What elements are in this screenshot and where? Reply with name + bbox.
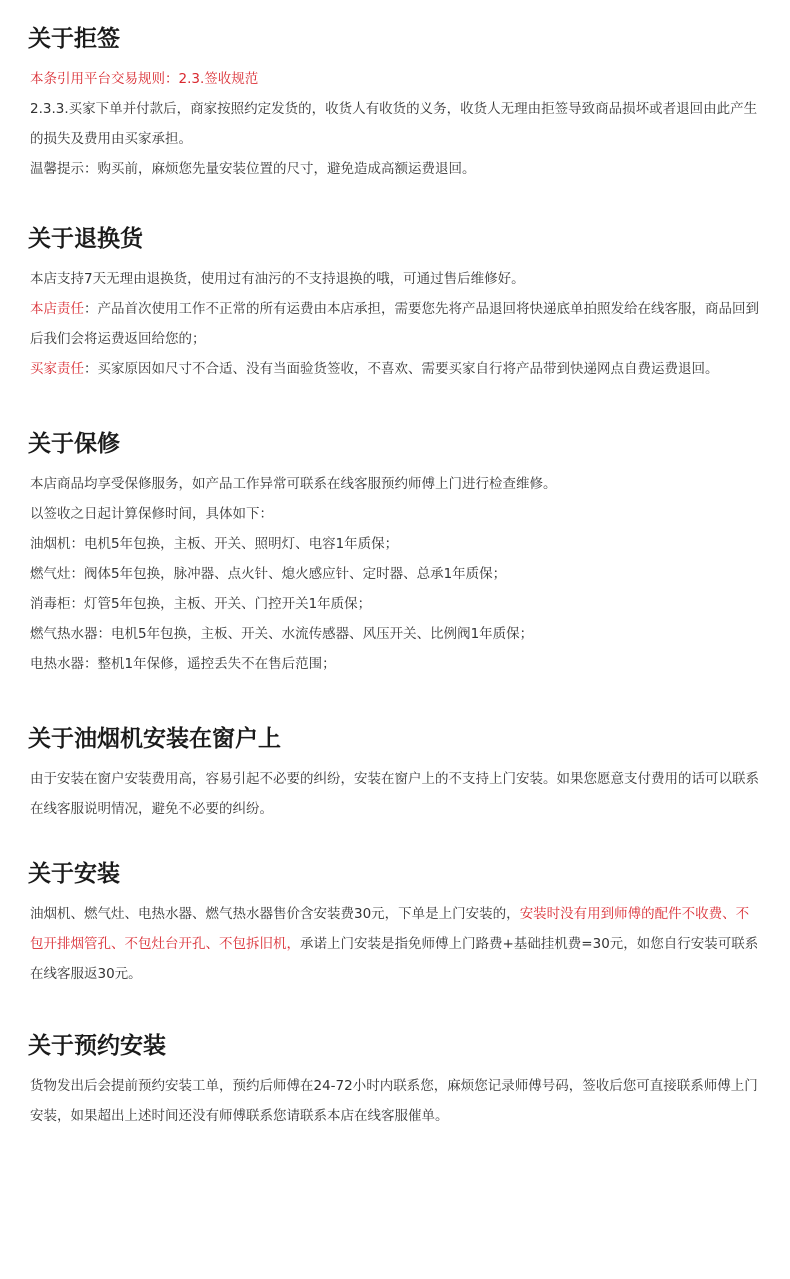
section-window-install: [30, 722, 760, 857]
section-title: 关于退换货: [28, 226, 143, 252]
warranty-intro: 本店商品均享受保修服务，如产品工作异常可联系在线客服预约师傅上门进行检查维修。: [30, 476, 557, 492]
section-appointment: [30, 1029, 760, 1169]
store-responsibility: [30, 294, 760, 354]
rule-text: 2.3.3.买家下单并付款后，商家按照约定发货的，收货人有收货的义务，收货人无理由拒签导致商品损坏或者退回由此产生的损失及费用由买家承担。: [30, 101, 758, 147]
installation-text: [30, 899, 760, 989]
tip-text: 温馨提示：购买前，麻烦您先量安装位置的尺寸，避免造成高额运费退回。: [30, 161, 476, 177]
warranty-start: 以签收之日起计算保修时间，具体如下：: [30, 506, 273, 522]
section-warranty: [30, 427, 760, 722]
installation-text-part1: 油烟机、燃气灶、电热水器、燃气热水器售价含安装费30元，下单是上门安装的，: [30, 906, 520, 922]
buyer-responsibility: [30, 354, 760, 384]
returns-policy: 本店支持7天无理由退换货，使用过有油污的不支持退换的哦，可通过售后维修好。: [30, 271, 525, 287]
section-rejection: [30, 22, 760, 222]
section-title: 关于保修: [28, 431, 120, 457]
window-install-text: 由于安装在窗户安装费用高，容易引起不必要的纠纷，安装在窗户上的不支持上门安装。如果您愿意支付费用的话可以联系在线客服说明情况，避免不必要的纠纷。: [30, 771, 759, 817]
buyer-responsibility-text: ：买家原因如尺寸不合适、没有当面验货签收，不喜欢、需要买家自行将产品带到快递网点自费运费退回。: [84, 361, 719, 377]
section-returns: [30, 222, 760, 427]
installation-text-part2: 承诺上门安装是指免师傅上门路费+基础挂机费=30元，如您自行安装可联系在线客服返30元。: [30, 936, 759, 982]
section-title: 关于安装: [28, 861, 120, 887]
warranty-item: 燃气热水器：电机5年包换，主板、开关、水流传感器、风压开关、比例阀1年质保；: [30, 626, 534, 642]
section-title: 关于油烟机安装在窗户上: [28, 726, 281, 752]
section-title: 关于拒签: [28, 26, 120, 52]
installation-text-highlight: 安装时没有用到师傅的配件不收费、不包开排烟管孔、不包灶台开孔、不包拆旧机，: [30, 906, 750, 952]
warranty-item: 油烟机：电机5年包换，主板、开关、照明灯、电容1年质保；: [30, 536, 399, 552]
buyer-responsibility-label: 买家责任: [30, 361, 84, 377]
section-installation: [30, 857, 760, 1029]
warranty-item: 消毒柜：灯管5年包换，主板、开关、门控开关1年质保；: [30, 596, 372, 612]
store-responsibility-text: ：产品首次使用工作不正常的所有运费由本店承担，需要您先将产品退回将快递底单拍照发给在线客服，商品回到后我们会将运费返回给您的；: [30, 301, 759, 347]
rule-reference: 本条引用平台交易规则：2.3.签收规范: [30, 71, 259, 87]
store-responsibility-label: 本店责任: [30, 301, 84, 317]
warranty-item: 电热水器：整机1年保修，遥控丢失不在售后范围；: [30, 656, 336, 672]
section-title: 关于预约安装: [28, 1033, 166, 1059]
warranty-item: 燃气灶：阀体5年包换，脉冲器、点火针、熄火感应针、定时器、总承1年质保；: [30, 566, 507, 582]
appointment-text: 货物发出后会提前预约安装工单，预约后师傅在24-72小时内联系您，麻烦您记录师傅号码，签收后您可直接联系师傅上门安装，如果超出上述时间还没有师傅联系您请联系本店在线客服催单。: [30, 1078, 758, 1124]
